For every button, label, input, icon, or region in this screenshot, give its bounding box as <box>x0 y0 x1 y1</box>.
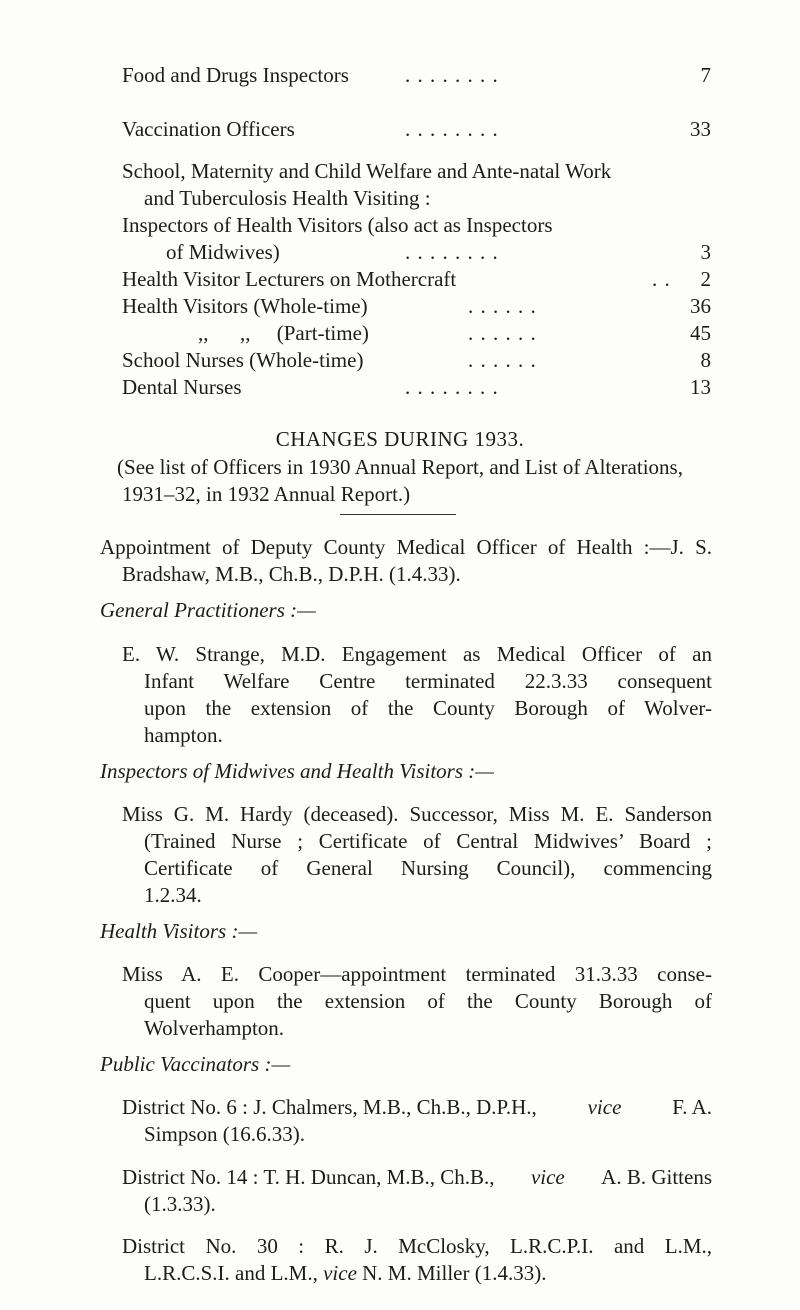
gp-line: Infant Welfare Centre terminated 22.3.33 consequent <box>144 669 712 693</box>
hv-entry <box>122 961 712 1042</box>
pv-heading: Public Vaccinators :— <box>100 1052 291 1076</box>
changes-title: CHANGES DURING 1933. <box>275 427 525 451</box>
staff-count: 33 <box>690 117 711 141</box>
staff-label: Food and Drugs Inspectors <box>122 63 349 87</box>
gp-line: hampton. <box>144 723 223 747</box>
staff-count: 36 <box>690 294 711 318</box>
staff-row-hv-whole <box>0 293 800 321</box>
section-divider <box>340 514 456 515</box>
leader-dots: . . . . . . . . <box>405 375 499 399</box>
staff-row-school-nurses <box>0 347 800 375</box>
staff-row-lecturers <box>0 266 800 294</box>
pv-line: District No. 30 : R. J. McClosky, L.R.C.P.I. and L.M., <box>122 1234 712 1258</box>
staff-row-midwives <box>0 239 800 267</box>
pv-text: N. M. Miller (1.4.33). <box>362 1261 547 1285</box>
leader-dots: . . . . . . . . <box>405 240 499 264</box>
staff-label: Health Visitors (Whole-time) <box>122 294 368 318</box>
imhv-line: Certificate of General Nursing Council), commencing <box>144 856 712 880</box>
inspectors-line: Inspectors of Health Visitors (also act as Inspectors <box>122 213 553 237</box>
imhv-heading: Inspectors of Midwives and Health Visitors :— <box>100 759 494 783</box>
staff-row-vaccination <box>0 116 800 144</box>
staff-count: 7 <box>700 63 711 87</box>
staff-label: ,, ,, (Part-time) <box>198 321 369 345</box>
staff-count: 8 <box>700 348 711 372</box>
staff-row-dental-nurses <box>0 374 800 402</box>
imhv-line: (Trained Nurse ; Certificate of Central Midwives’ Board ; <box>144 829 712 853</box>
pv-text: L.R.C.S.I. and L.M., <box>144 1261 318 1285</box>
pv-vice: vice <box>587 1095 622 1119</box>
staff-label: Dental Nurses <box>122 375 242 399</box>
imhv-entry <box>122 801 712 909</box>
changes-note-line: (See list of Officers in 1930 Annual Report, and List of Alterations, <box>117 455 683 479</box>
imhv-line: Miss G. M. Hardy (deceased). Successor, Miss M. E. Sanderson <box>122 802 712 826</box>
staff-row-hv-part <box>0 320 800 348</box>
hv-line: quent upon the extension of the County Borough of <box>144 989 712 1013</box>
staff-label: Health Visitor Lecturers on Mothercraft <box>122 267 457 291</box>
pv-district-30 <box>122 1233 712 1287</box>
staff-count: 2 <box>700 267 711 291</box>
leader-dots: . . . . . . . . <box>405 117 499 141</box>
deputy-line: Bradshaw, M.B., Ch.B., D.P.H. (1.4.33). <box>122 562 461 586</box>
pv-line <box>122 1260 712 1287</box>
hv-heading: Health Visitors :— <box>100 919 258 943</box>
pv-district-6 <box>122 1094 712 1148</box>
school-heading <box>122 158 712 212</box>
pv-line <box>122 1164 712 1191</box>
changes-note-line: 1931–32, in 1932 Annual Report.) <box>122 482 411 506</box>
imhv-line: 1.2.34. <box>144 883 202 907</box>
staff-count: 13 <box>690 375 711 399</box>
deputy-appointment <box>100 534 712 588</box>
leader-dots: . . . . . . <box>468 348 537 372</box>
staff-label: Vaccination Officers <box>122 117 295 141</box>
hv-line: Miss A. E. Cooper—appointment terminated 31.3.33 conse- <box>122 962 712 986</box>
pv-text: F. A. <box>672 1095 712 1119</box>
leader-dots: . . . . . . <box>468 321 537 345</box>
staff-count: 3 <box>700 240 711 264</box>
pv-district-14 <box>122 1164 712 1218</box>
hv-line: Wolverhampton. <box>144 1016 285 1040</box>
pv-line: (1.3.33). <box>144 1192 216 1216</box>
gp-heading: General Practitioners :— <box>100 598 316 622</box>
pv-text: A. B. Gittens <box>601 1165 712 1189</box>
staff-count: 45 <box>690 321 711 345</box>
gp-line: upon the extension of the County Borough of Wolver- <box>144 696 712 720</box>
school-heading-line: and Tuberculosis Health Visiting : <box>144 186 431 210</box>
pv-text: District No. 14 : T. H. Duncan, M.B., Ch.B., <box>122 1165 495 1189</box>
leader-dots: . . <box>652 267 671 291</box>
staff-label: School Nurses (Whole-time) <box>122 348 364 372</box>
school-heading-line: School, Maternity and Child Welfare and Ante-natal Work <box>122 159 612 183</box>
pv-vice: vice <box>323 1261 357 1285</box>
staff-row-food-drugs <box>0 62 800 90</box>
pv-line: Simpson (16.6.33). <box>144 1122 306 1146</box>
pv-text: District No. 6 : J. Chalmers, M.B., Ch.B., D.P.H., <box>122 1095 537 1119</box>
pv-line <box>122 1094 712 1121</box>
pv-vice: vice <box>530 1165 565 1189</box>
leader-dots: . . . . . . <box>468 294 537 318</box>
staff-label: of Midwives) <box>166 240 280 264</box>
deputy-line: Appointment of Deputy County Medical Officer of Health :—J. S. <box>100 535 712 559</box>
gp-line: E. W. Strange, M.D. Engagement as Medical Officer of an <box>122 642 712 666</box>
gp-entry <box>122 641 712 749</box>
leader-dots: . . . . . . . . <box>405 63 499 87</box>
